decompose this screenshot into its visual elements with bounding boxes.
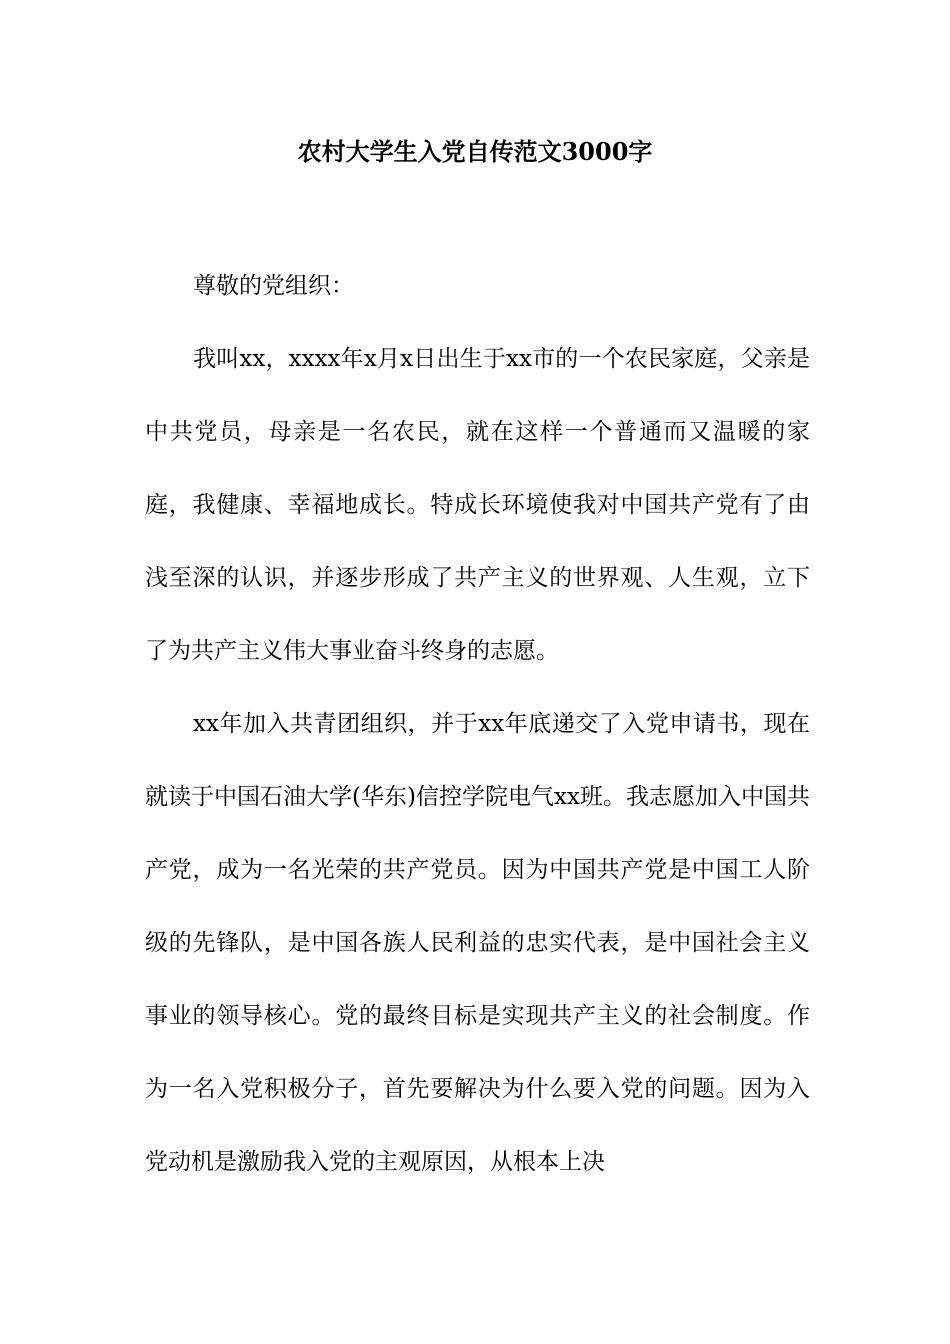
document-body bbox=[145, 250, 810, 1199]
body-paragraph: xx年加入共青团组织，并于xx年底递交了入党申请书，现在就读于中国石油大学(华东)信控学院电气xx班。我志愿加入中国共产党，成为一名光荣的共产党员。因为中国共产党是中国工人阶级的先锋队，是中国各族人民利益的忠实代表，是中国社会主义事业的领导核心。党的最终目标是实现共产主义的社会制度。作为一名入党积极分子，首先要解决为什么要入党的问题。因为入党动机是激励我入党的主观原因，从根本上决 bbox=[145, 711, 810, 1175]
document-title: 农村大学生入党自传范文3000字 bbox=[297, 137, 653, 166]
body-paragraph: 我叫xx，xxxx年x月x日出生于xx市的一个农民家庭，父亲是中共党员，母亲是一名农民，就在这样一个普通而又温暖的家庭，我健康、幸福地成长。特成长环境使我对中国共产党有了由浅至深的认识，并逐步形成了共产主义的世界观、人生观，立下了为共产主义伟大事业奋斗终身的志愿。 bbox=[145, 346, 810, 664]
salutation-paragraph: 尊敬的党组织： bbox=[193, 273, 354, 299]
